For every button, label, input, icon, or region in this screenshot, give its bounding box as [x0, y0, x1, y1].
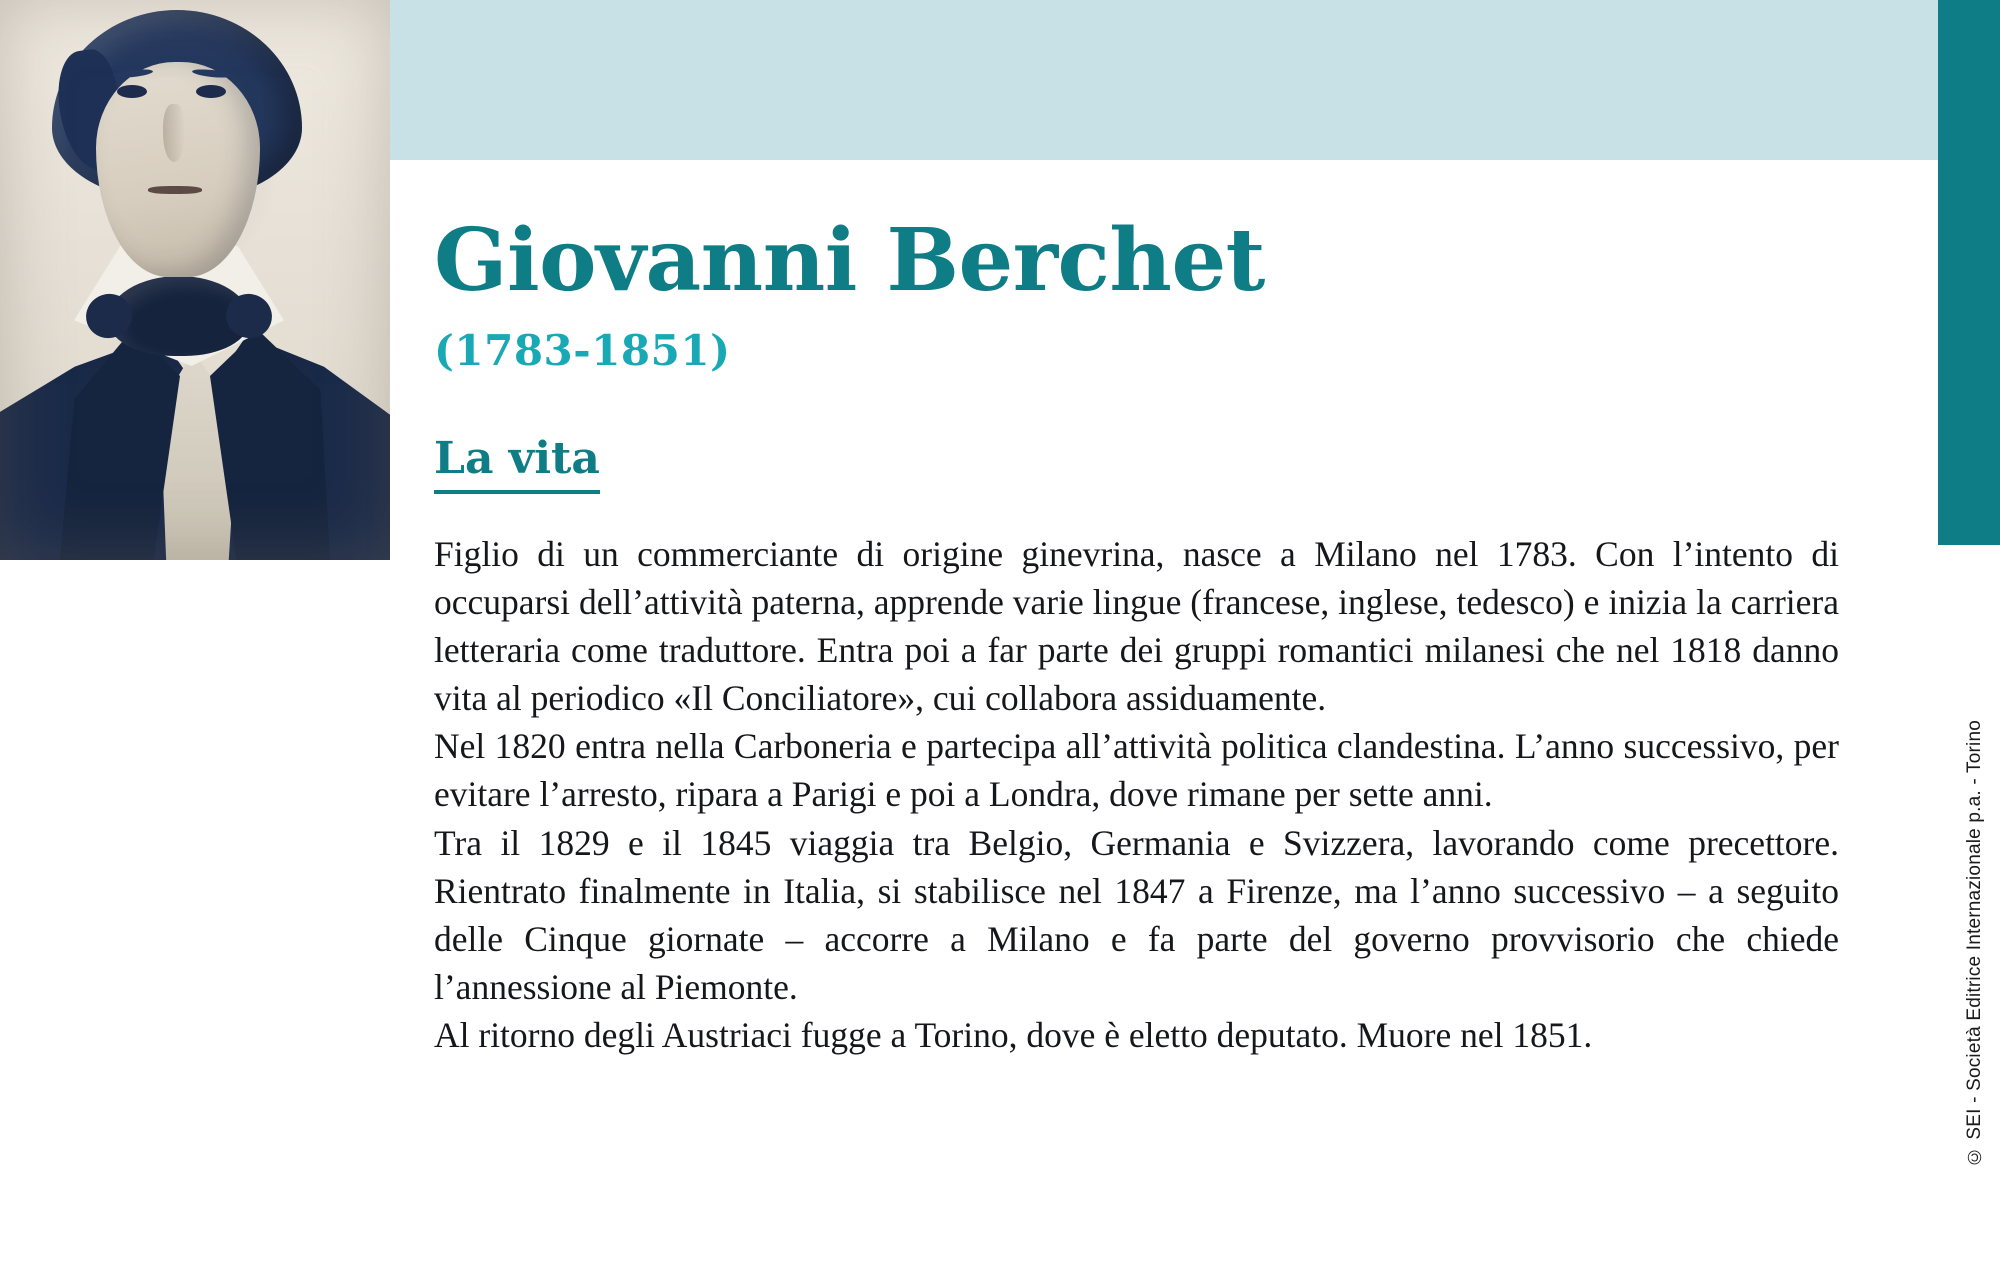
paragraph: Tra il 1829 e il 1845 viaggia tra Belgio, Germania e Svizzera, lavorando come precettore. Rientrato finalmente in Italia, si stabilisce nel 1847 a Firenze, ma l’anno successivo – a seguito delle Cinque giornate – accorre a Milano e fa parte del governo provvisorio che chiede l’annessione al Piemonte.	[434, 822, 1839, 1007]
life-dates: (1783-1851)	[434, 326, 731, 375]
portrait-cravat	[108, 276, 250, 356]
portrait-eye-left	[117, 85, 147, 98]
biography-text	[434, 530, 1839, 1059]
paragraph: Nel 1820 entra nella Carboneria e partecipa all’attività politica clandestina. L’anno successivo, per evitare l’arresto, ripara a Parigi e poi a Londra, dove rimane per sette anni.	[434, 726, 1839, 815]
portrait-image	[0, 0, 390, 560]
right-accent-bar	[1938, 0, 2000, 545]
portrait-nose	[163, 104, 185, 162]
paragraph: Figlio di un commerciante di origine ginevrina, nasce a Milano nel 1783. Con l’intento di occuparsi dell’attività paterna, apprende varie lingue (francese, inglese, tedesco) e inizia la carriera letteraria come traduttore. Entra poi a far parte dei gruppi romantici milanesi che nel 1818 danno vita al periodico «Il Conciliatore», cui collabora assiduamente.	[434, 534, 1839, 719]
content-column	[434, 210, 1839, 1059]
portrait-eye-right	[196, 85, 226, 98]
header-band	[390, 0, 1950, 160]
portrait-mouth	[148, 186, 202, 194]
copyright-notice: © SEI - Società Editrice Internazionale p.a. - Torino	[1964, 720, 1985, 1167]
portrait-illustration	[0, 0, 390, 560]
page-title: Giovanni Berchet	[434, 210, 1265, 311]
paragraph: Al ritorno degli Austriaci fugge a Torino, dove è eletto deputato. Muore nel 1851.	[434, 1014, 1593, 1055]
section-heading-la-vita: La vita	[434, 433, 600, 494]
